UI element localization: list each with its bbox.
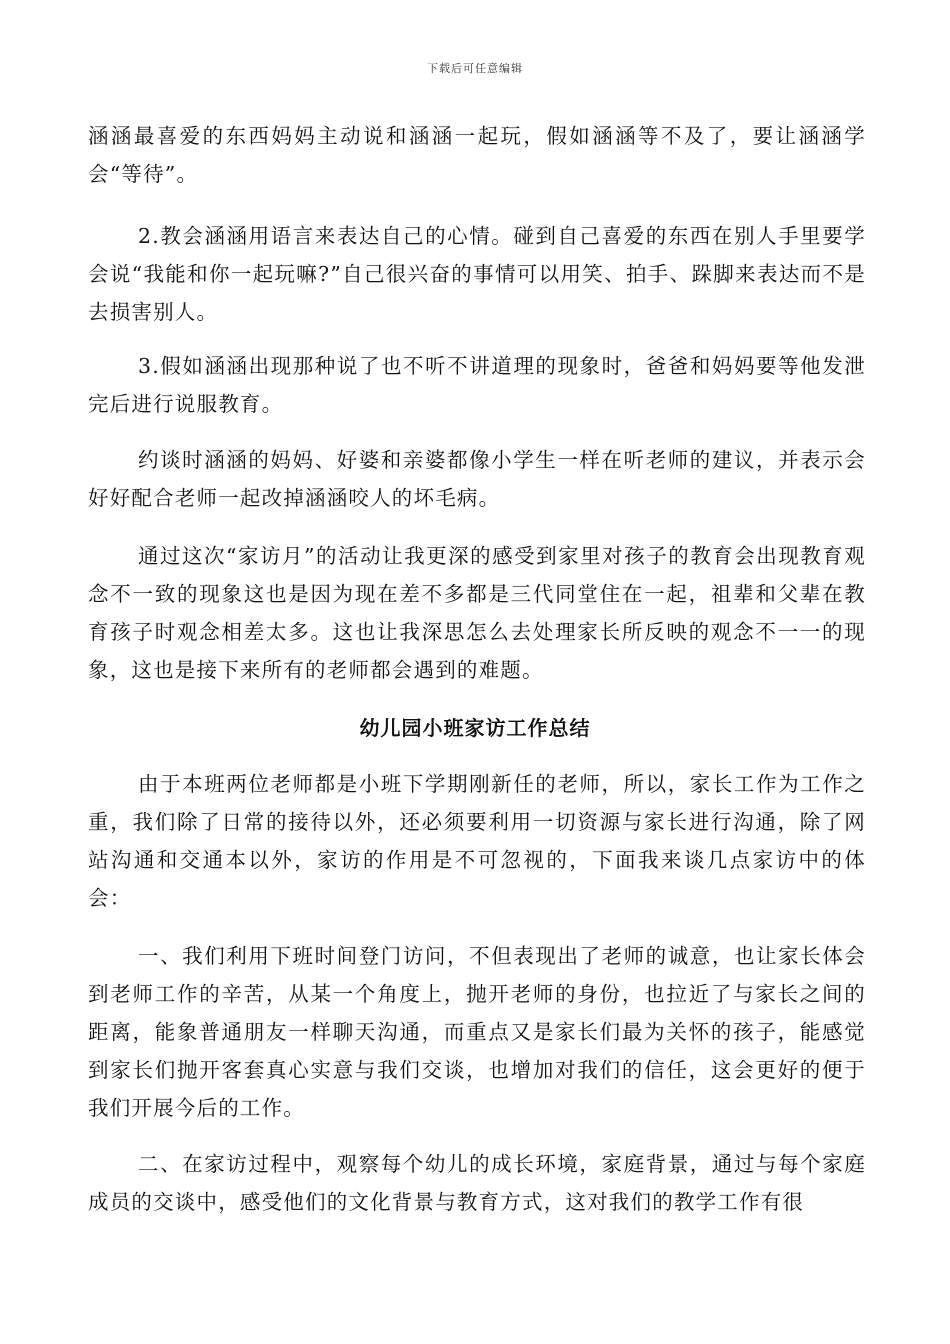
paragraph-item-3: 3.假如涵涵出现那种说了也不听不讲道理的现象时，爸爸和妈妈要等他发泄完后进行说服教育。 — [88, 354, 866, 416]
page-header-note: 下载后可任意编辑 — [427, 62, 523, 75]
paragraph-intro: 由于本班两位老师都是小班下学期刚新任的老师，所以，家长工作为工作之重，我们除了日常的接待以外，还必须要利用一切资源与家长进行沟通，除了网站沟通和交通本以外，家访的作用是不可忽视的，下面我来谈几点家访中的体会： — [88, 772, 866, 910]
section-title: 幼儿园小班家访工作总结 — [359, 716, 591, 740]
paragraph-reflection: 通过这次“家访月”的活动让我更深的感受到家里对孩子的教育会出现教育观念不一致的现象这也是因为现在差不多都是三代同堂住在一起，祖辈和父辈在教育孩子时观念相差太多。这也让我深思怎么去处理家长所反映的观念不一一的现象，这也是接下来所有的老师都会遇到的难题。 — [88, 544, 866, 682]
paragraph-point-2: 二、在家访过程中，观察每个幼儿的成长环境，家庭背景，通过与每个家庭成员的交谈中，感受他们的文化背景与教育方式，这对我们的教学工作有很 — [88, 1152, 866, 1214]
paragraph-item-2: 2.教会涵涵用语言来表达自己的心情。碰到自己喜爱的东西在别人手里要学会说“我能和你一起玩嘛?”自己很兴奋的事情可以用笑、拍手、跺脚来表达而不是去损害别人。 — [88, 224, 866, 324]
paragraph-meeting-note: 约谈时涵涵的妈妈、好婆和亲婆都像小学生一样在听老师的建议，并表示会好好配合老师一起改掉涵涵咬人的坏毛病。 — [88, 448, 866, 510]
paragraph-point-1: 一、我们利用下班时间登门访问，不但表现出了老师的诚意，也让家长体会到老师工作的辛苦，从某一个角度上，抛开老师的身份，也拉近了与家长之间的距离，能象普通朋友一样聊天沟通，而重点又是家长们最为关怀的孩子，能感觉到家长们抛开客套真心实意与我们交谈，也增加对我们的信任，这会更好的便于我们开展今后的工作。 — [88, 944, 866, 1120]
paragraph-continuation: 涵涵最喜爱的东西妈妈主动说和涵涵一起玩，假如涵涵等不及了，要让涵涵学会“等待”。 — [88, 124, 866, 186]
